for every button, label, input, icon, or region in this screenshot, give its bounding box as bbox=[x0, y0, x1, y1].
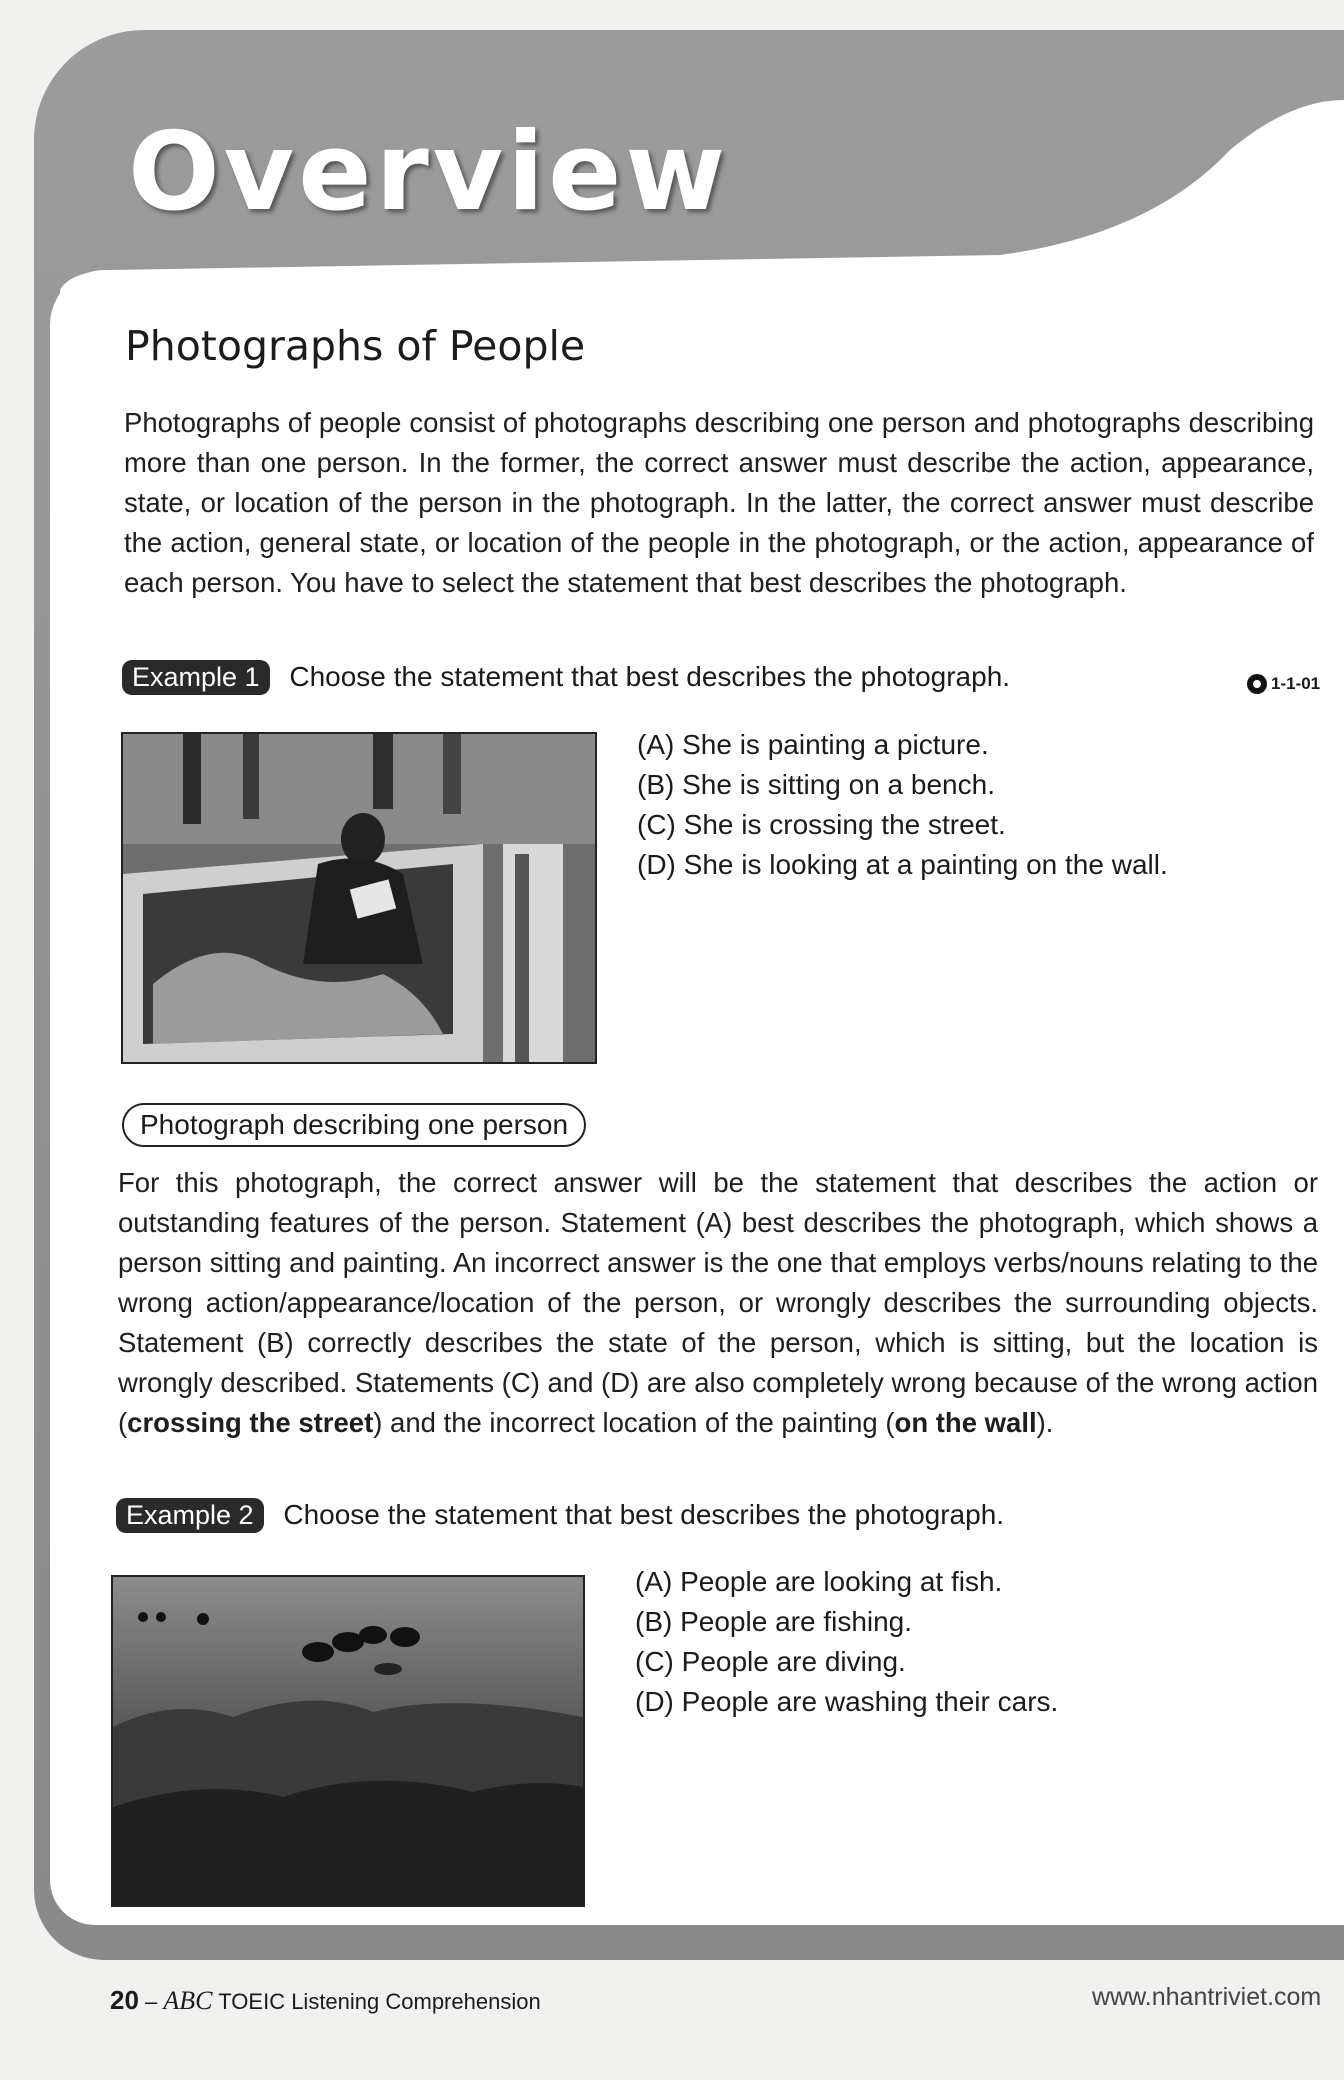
audio-track-number: 1-1-01 bbox=[1271, 674, 1321, 693]
example-1-label: Example 1 bbox=[122, 660, 270, 695]
footer-separator: – bbox=[145, 1989, 158, 2014]
audio-track[interactable] bbox=[1247, 674, 1320, 694]
book-brand: ABC bbox=[163, 1986, 213, 2015]
example-2-option-b[interactable]: (B) People are fishing. bbox=[635, 1606, 913, 1637]
explanation-text-3: ). bbox=[1036, 1407, 1054, 1438]
example-2-photo bbox=[111, 1575, 585, 1907]
section-title: Photographs of People bbox=[125, 322, 586, 370]
book-title: TOEIC Listening Comprehension bbox=[218, 1989, 541, 2014]
example-2-option-d[interactable]: (D) People are washing their cars. bbox=[635, 1686, 1059, 1717]
example-1-photo bbox=[121, 732, 597, 1064]
explanation-text-1: For this photograph, the correct answer will be the statement that describes the action or outstanding features of the person. Statement (A) best describes the photograph, which shows a person sitting and painting. An incorrect answer is the one that employs verbs/nouns relating to the wrong action/appearance/location of the person, or wrongly describes the surrounding objects. Statement (B) correctly describes the state of the person, which is sitting, but the location is wrongly described. Statements (C) and (D) are also completely wrong because of the wrong action ( bbox=[118, 1167, 1319, 1438]
explanation-text-2: ) and the incorrect location of the painting ( bbox=[373, 1407, 895, 1438]
explanation-bold-1: crossing the street bbox=[127, 1407, 374, 1438]
page-footer bbox=[110, 1985, 541, 2016]
example-2-option-c[interactable]: (C) People are diving. bbox=[635, 1646, 906, 1677]
example-1-header bbox=[122, 660, 1322, 695]
example-2-options bbox=[635, 1562, 1058, 1722]
audio-cd-icon bbox=[1247, 674, 1267, 694]
explanation-paragraph bbox=[118, 1163, 1318, 1443]
page-number: 20 bbox=[110, 1985, 139, 2015]
example-2-header bbox=[116, 1498, 1316, 1533]
explanation-bold-2: on the wall bbox=[894, 1407, 1037, 1438]
example-1-option-d[interactable]: (D) She is looking at a painting on the wall. bbox=[637, 849, 1168, 880]
intro-paragraph: Photographs of people consist of photographs describing one person and photographs describing more than one person. In the former, the correct answer must describe the action, appearance, state, or location of the person in the photograph. In the latter, the correct answer must describe the action, general state, or location of the people in the photograph, or the action, appearance of each person. You have to select the statement that best describes the photograph. bbox=[124, 407, 1314, 598]
example-1-option-a[interactable]: (A) She is painting a picture. bbox=[637, 729, 989, 760]
example-1-option-b[interactable]: (B) She is sitting on a bench. bbox=[637, 769, 995, 800]
banner-title: Overview bbox=[128, 110, 730, 235]
website-link[interactable]: www.nhantriviet.com bbox=[1092, 1983, 1322, 2011]
example-1-option-c[interactable]: (C) She is crossing the street. bbox=[637, 809, 1006, 840]
example-1-prompt: Choose the statement that best describes the photograph. bbox=[289, 661, 1011, 692]
example-2-prompt: Choose the statement that best describes the photograph. bbox=[283, 1499, 1005, 1530]
example-2-option-a[interactable]: (A) People are looking at fish. bbox=[635, 1566, 1003, 1597]
explanation-tag: Photograph describing one person bbox=[122, 1103, 586, 1147]
example-2-label: Example 2 bbox=[116, 1498, 264, 1533]
example-1-options bbox=[637, 725, 1168, 885]
